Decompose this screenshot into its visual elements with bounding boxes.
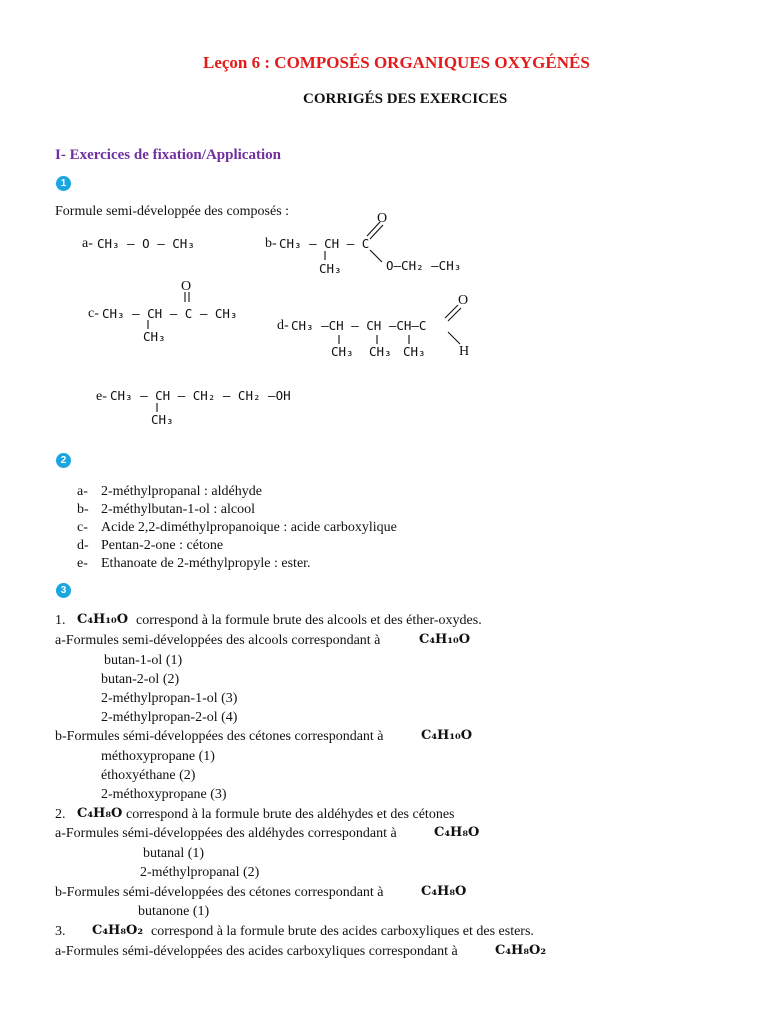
ex2-item-marker: c- (77, 520, 88, 535)
ex2-item-marker: d- (77, 538, 89, 553)
ex2-item-text: Pentan-2-one : cétone (101, 538, 224, 553)
ex3-p1b-formula: C₄H₁₀O (421, 728, 473, 743)
structure-c-branch: CH₃ (143, 329, 166, 344)
ex3-p1a-item: butan-1-ol (1) (104, 653, 183, 668)
ex3-p2a-item: 2-méthylpropanal (2) (140, 865, 260, 880)
ex3-p1b-item: éthoxyéthane (2) (101, 768, 196, 783)
structure-d-o: O (458, 293, 469, 308)
ex1-intro: Formule semi-développée des composés : (55, 204, 290, 219)
exercise-3-badge: 3 (56, 583, 71, 598)
ex3-p3-formula: C₄H₈O₂ (92, 923, 144, 938)
structure-d-main: CH₃ –CH – CH –CH–C (291, 318, 427, 333)
ex3-p2-formula: C₄H₈O (77, 806, 123, 821)
section-title: I- Exercices de fixation/Application (55, 147, 281, 163)
ex3-p1-formula: C₄H₁₀O (77, 612, 129, 627)
ex3-p2-num: 2. (55, 807, 66, 822)
structure-d-branch-2: CH₃ (369, 344, 392, 359)
exercise-2-badge: 2 (56, 453, 71, 468)
structure-d-branch-3: CH₃ (403, 344, 426, 359)
ex3-p3-text: correspond à la formule brute des acides carboxyliques et des esters. (151, 924, 534, 939)
ex3-p2b-formula: C₄H₈O (421, 884, 467, 899)
ex3-p1a-item: butan-2-ol (2) (101, 672, 180, 687)
structure-d-h: H (459, 344, 470, 359)
ex3-p1-num: 1. (55, 613, 66, 628)
ex2-item-text: 2-méthylbutan-1-ol : alcool (101, 502, 255, 517)
ex3-p1a-text: a-Formules semi-développées des alcools correspondant à (55, 633, 381, 648)
ex3-p2a-formula: C₄H₈O (434, 825, 480, 840)
ex3-p1a-item: 2-méthylpropan-2-ol (4) (101, 710, 238, 725)
ex3-p1a-formula: C₄H₁₀O (419, 632, 471, 647)
ex3-p1b-item: 2-méthoxypropane (3) (101, 787, 227, 802)
structure-a-label: a- (82, 236, 93, 251)
page-subtitle: CORRIGÉS DES EXERCICES (303, 91, 508, 107)
structure-e-label: e- (96, 389, 107, 404)
ex2-item-marker: e- (77, 556, 88, 571)
structure-e-branch: CH₃ (151, 412, 174, 427)
structure-c-main: CH₃ – CH – C – CH₃ (102, 306, 238, 321)
structure-b-main: CH₃ – CH – C (279, 236, 370, 251)
structure-b-label: b- (265, 236, 277, 251)
ex3-p2-text: correspond à la formule brute des aldéhydes et des cétones (126, 807, 455, 822)
structure-c-o: O (181, 279, 192, 294)
structure-b-o: O (377, 211, 388, 226)
ex3-p2a-text: a-Formules sémi-développées des aldéhydes correspondant à (55, 826, 397, 841)
ex3-p2a-item: butanal (1) (143, 846, 205, 861)
structure-d-branch-1: CH₃ (331, 344, 354, 359)
ex2-item-marker: a- (77, 484, 88, 499)
ex2-item-marker: b- (77, 502, 89, 517)
ex2-item-text: 2-méthylpropanal : aldéhyde (101, 484, 262, 499)
structure-c-label: c- (88, 306, 99, 321)
ex3-p1-text: correspond à la formule brute des alcools et des éther-oxydes. (136, 613, 482, 628)
exercise-1-badge: 1 (56, 176, 71, 191)
ex3-p3a-text: a-Formules sémi-développées des acides carboxyliques correspondant à (55, 944, 458, 959)
ex3-p1b-text: b-Formules sémi-développées des cétones correspondant à (55, 729, 384, 744)
ex2-item-text: Ethanoate de 2-méthylpropyle : ester. (101, 556, 311, 571)
ex3-p1a-item: 2-méthylpropan-1-ol (3) (101, 691, 238, 706)
lesson-title: Leçon 6 : COMPOSÉS ORGANIQUES OXYGÉNÉS (203, 53, 590, 72)
ex3-p3-num: 3. (55, 924, 66, 939)
ex3-p2b-item: butanone (1) (138, 904, 210, 919)
ex3-p1b-item: méthoxypropane (1) (101, 749, 215, 764)
structure-a-formula: CH₃ – O – CH₃ (97, 236, 195, 251)
structure-b-branch: CH₃ (319, 261, 342, 276)
structure-e-main: CH₃ – CH – CH₂ – CH₂ –OH (110, 388, 291, 403)
ex3-p2b-text: b-Formules sémi-développées des cétones correspondant à (55, 885, 384, 900)
ex3-p3a-formula: C₄H₈O₂ (495, 943, 547, 958)
structure-b-tail: O–CH₂ –CH₃ (386, 258, 462, 273)
structure-d-label: d- (277, 318, 289, 333)
ex2-item-text: Acide 2,2-diméthylpropanoique : acide carboxylique (101, 520, 397, 535)
